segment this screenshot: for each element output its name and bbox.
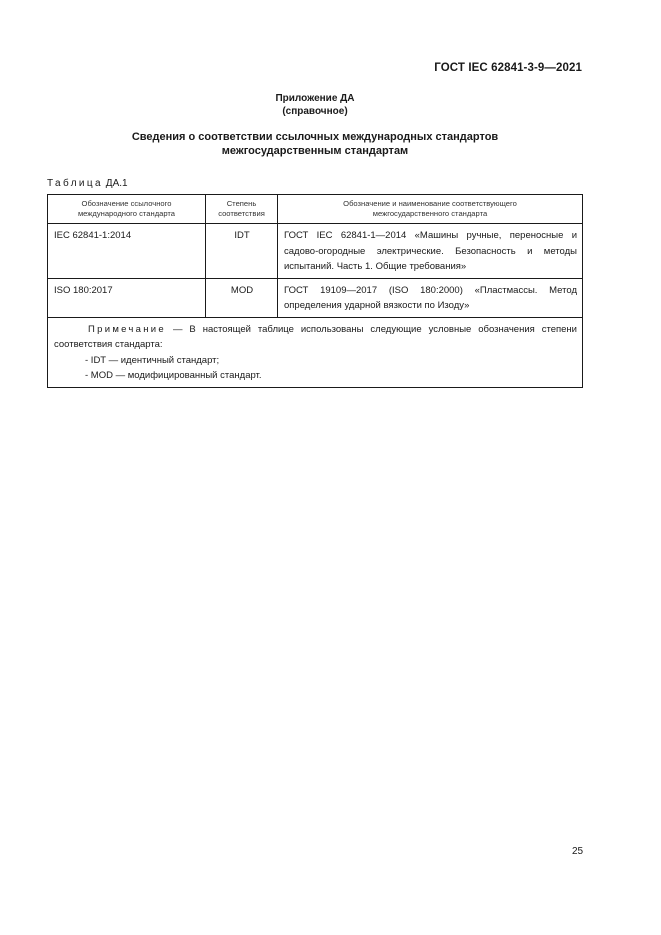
header-cell-name — [278, 195, 583, 224]
table-caption — [47, 178, 128, 189]
table-note-row — [48, 317, 583, 387]
table-note — [48, 317, 583, 387]
cell-name: ГОСТ IEC 62841-1—2014 «Машины ручные, переносные и садово-огородные электрические. Безопасность и методы испытаний. Часть 1. Общие требования» — [278, 224, 583, 279]
document-code: ГОСТ IEC 62841-3-9—2021 — [434, 62, 582, 74]
header-name-line1: Обозначение и наименование соответствующего — [343, 199, 517, 208]
note-item-idt: - IDT — идентичный стандарт; — [85, 354, 220, 366]
table-caption-number: ДА.1 — [105, 178, 128, 189]
appendix-subtitle: (справочное) — [282, 106, 348, 117]
cell-degree: MOD — [206, 278, 278, 317]
section-title-line2: межгосударственным стандартам — [221, 145, 409, 157]
header-degree-line1: Степень — [226, 199, 257, 208]
header-name-line2: межгосударственного стандарта — [372, 209, 488, 218]
note-paragraph — [54, 322, 577, 353]
header-cell-standard — [48, 195, 206, 224]
header-degree-line2: соответствия — [218, 209, 265, 218]
page-number: 25 — [572, 846, 584, 857]
header-standard-line1: Обозначение ссылочного — [81, 199, 172, 208]
note-item-mod: - MOD — модифицированный стандарт. — [85, 370, 262, 381]
header-cell-degree — [206, 195, 278, 224]
cell-standard: ISO 180:2017 — [48, 278, 206, 317]
appendix-heading — [0, 92, 630, 118]
table-header-row — [48, 195, 583, 224]
cell-degree: IDT — [206, 224, 278, 279]
cell-standard: IEC 62841-1:2014 — [48, 224, 206, 279]
note-label: Примечание — [88, 323, 166, 335]
section-title-line1: Сведения о соответствии ссылочных международных стандартов — [131, 131, 499, 143]
table-row — [48, 278, 583, 317]
note-text: — В настоящей таблице использованы следующие условные обозначения степени соответствия стандарта: — [54, 323, 577, 350]
table-caption-label: Таблица — [47, 178, 104, 189]
header-standard-line2: международного стандарта — [77, 209, 176, 218]
correspondence-table — [47, 194, 583, 388]
appendix-title: Приложение ДА — [275, 93, 355, 104]
table-row — [48, 224, 583, 279]
cell-name: ГОСТ 19109—2017 (ISO 180:2000) «Пластмассы. Метод определения ударной вязкости по Изоду» — [278, 278, 583, 317]
section-title — [0, 130, 630, 158]
